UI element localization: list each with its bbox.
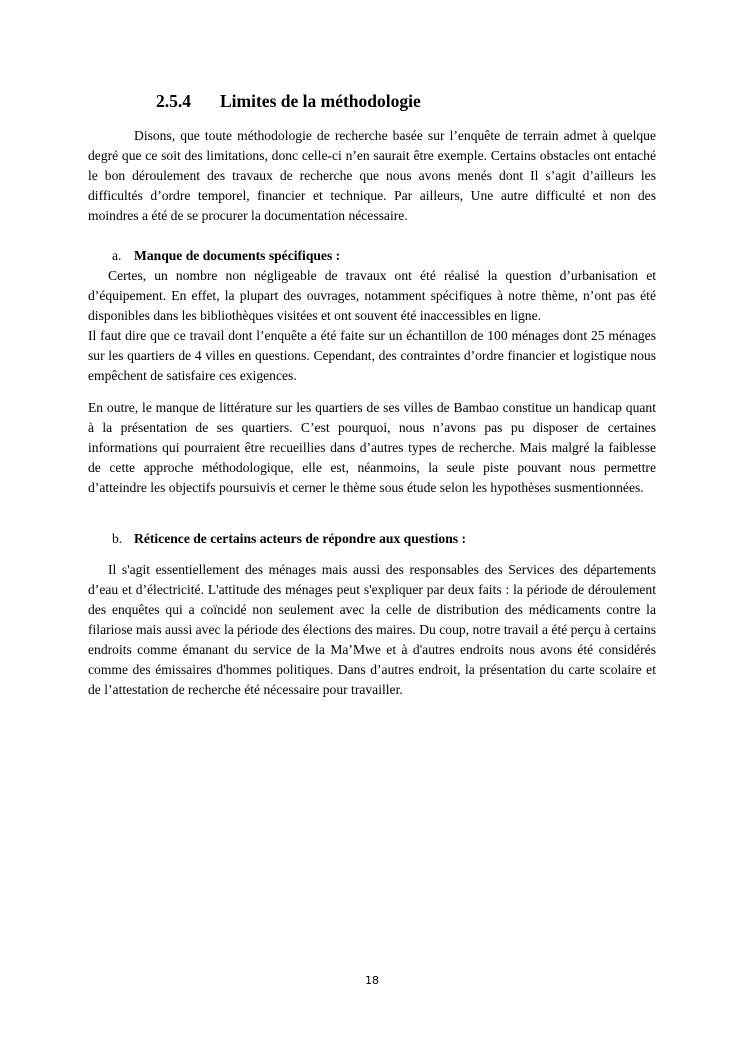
subsection-a-heading (112, 246, 340, 266)
section-number: 2.5.4 (156, 91, 191, 111)
subsection-a-paragraph-3: En outre, le manque de littérature sur les quartiers de ses villes de Bambao constitue un handicap quant à la présentation de ses quartiers. C’est pourquoi, nous n’avons pas pu disposer de certaines informations qui pourraient être recueillies dans d’autres types de recherche. Mais malgré la faiblesse de cette approche méthodologique, elle est, néanmoins, la seule piste pouvant nous permettre d’atteindre les objectifs poursuivis et cerner le thème sous étude selon les hypothèses susmentionnées. (88, 400, 656, 495)
section-title: Limites de la méthodologie (220, 91, 421, 111)
subsection-a-paragraph-2: Il faut dire que ce travail dont l’enquête a été faite sur un échantillon de 100 ménages dont 25 ménages sur les quartiers de 4 villes en questions. Cependant, des contraintes d’ordre financier et logistique nous empêchent de satisfaire ces exigences. (88, 328, 656, 383)
intro-paragraph: Disons, que toute méthodologie de recherche basée sur l’enquête de terrain admet à quelque degré que ce soit des limitations, donc celle-ci n’en saurait être exemple. Certains obstacles ont entaché le bon déroulement des travaux de recherche que nous avons menés dont Il s’agit d’ailleurs les difficultés d’ordre temporel, financier et technique. Par ailleurs, Une autre difficulté et non des moindres a été de se procurer la documentation nécessaire. (88, 128, 656, 223)
subsection-b-letter: b. (112, 531, 123, 546)
section-heading (156, 89, 421, 113)
subsection-b-heading (112, 529, 466, 549)
subsection-a-paragraph-1: Certes, un nombre non négligeable de travaux ont été réalisé la question d’urbanisation et d’équipement. En effet, la plupart des ouvrages, notamment spécifiques à notre thème, n’ont pas été disponibles dans les bibliothèques visitées et ont souvent été inaccessibles en ligne. (88, 268, 656, 323)
subsection-a-title: Manque de documents spécifiques : (134, 248, 341, 263)
subsection-a-letter: a. (112, 248, 122, 263)
page-number: 18 (365, 974, 379, 987)
subsection-b-paragraph-1: Il s'agit essentiellement des ménages mais aussi des responsables des Services des départements d’eau et d’électricité. L'attitude des ménages peut s'expliquer par deux faits : la période de déroulement des enquêtes qui a coïncidé non seulement avec la celle de distribution des médicaments contre la filariose mais aussi avec la période des élections des maires. Du coup, notre travail a été perçu à certains endroits comme émanant du service de la Ma’Mwe et à d'autres endroits nous avons été considérés comme des émissaires d'hommes politiques. Dans d’autres endroit, la présentation du carte scolaire et de l’attestation de recherche été nécessaire pour travailler. (88, 562, 656, 697)
subsection-b-title: Réticence de certains acteurs de répondre aux questions : (134, 531, 466, 546)
